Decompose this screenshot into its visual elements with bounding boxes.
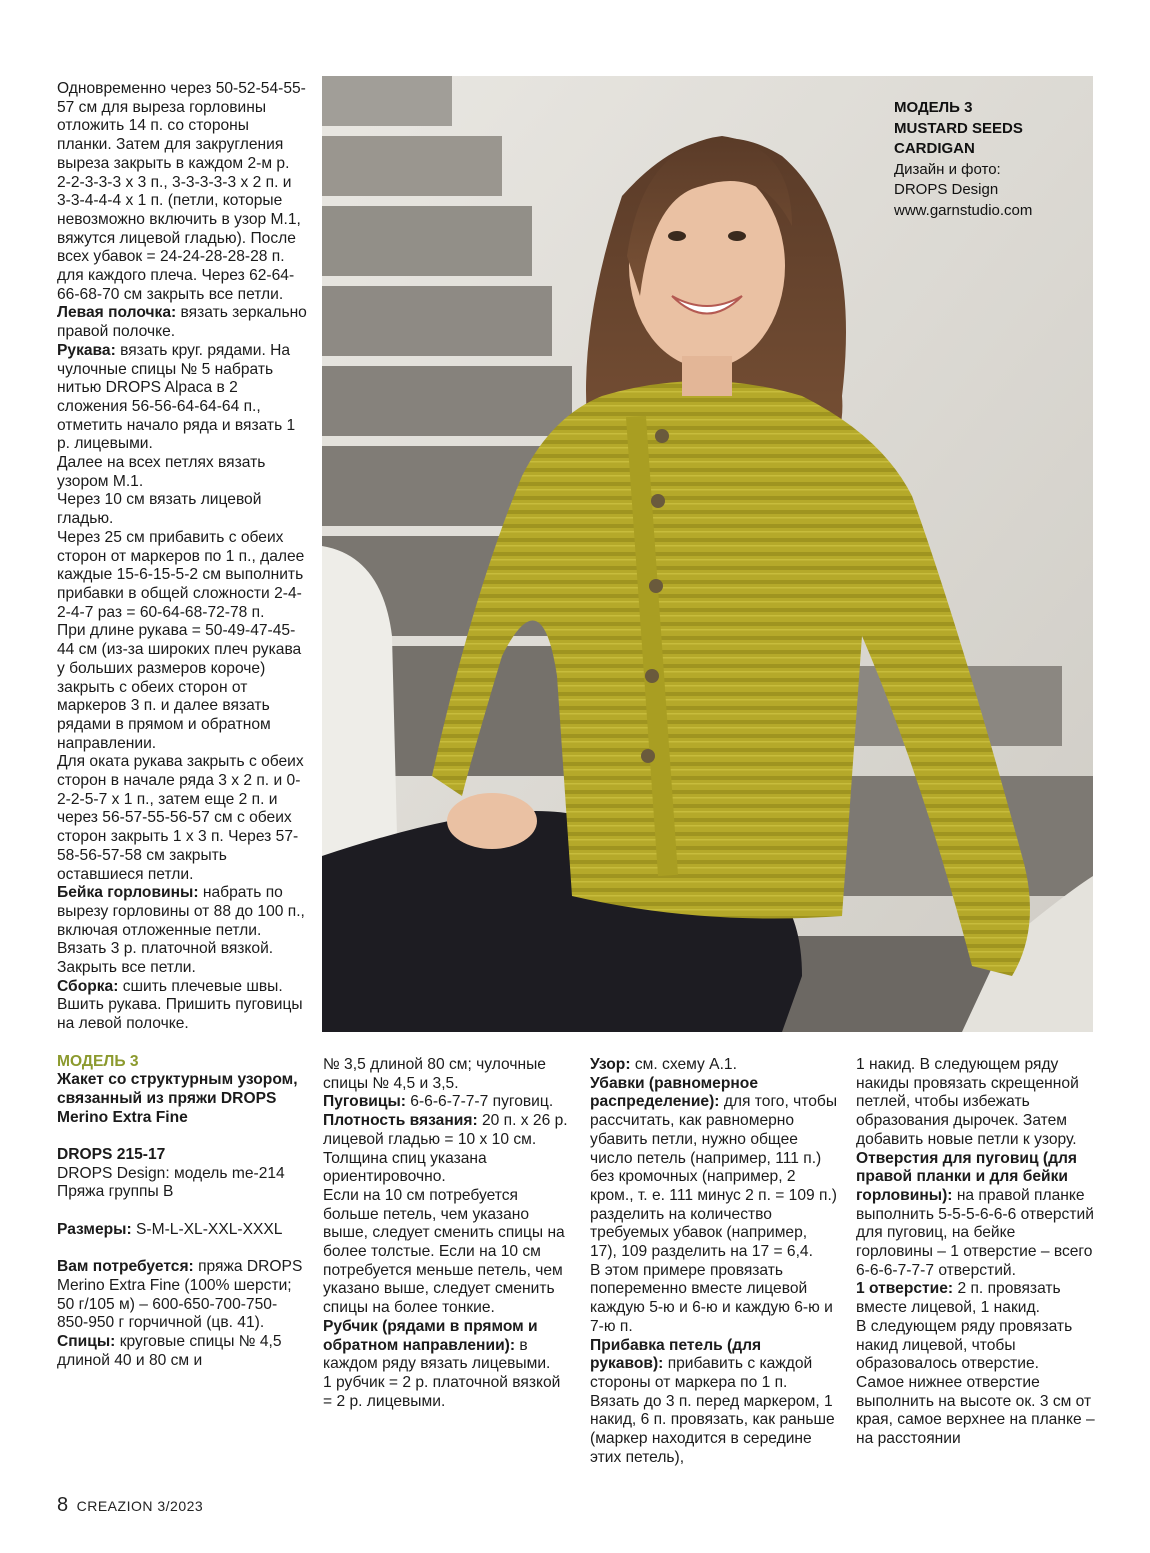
paragraph: Далее на всех петлях вязать узором М.1. xyxy=(57,454,266,490)
paragraph: Прибавка петель (для рукавов): прибавить с каждой стороны от маркера по 1 п. Вязать до 3 п. перед маркером, 1 накид, 6 п. провязать, как раньше (маркер находится в середине этих петель), xyxy=(590,1336,835,1466)
text-column-4 xyxy=(856,1056,1096,1449)
paragraph: Левая полочка: вязать зеркально правой полочке. xyxy=(57,304,307,341)
pattern-code: DROPS 215-17 xyxy=(57,1146,166,1164)
paragraph: Убавки (равномерное распределение): для того, чтобы рассчитать, как равномерно убавить петли, нужно общее число петель (например, 111 п.) без кромочных (например, 2 кром., т. е. 111 минус 2 п. = 109 п.) разделить на количество требуемых убавок (например, 17), 109 разделить на 17 = 6,4. xyxy=(590,1074,838,1261)
page-footer xyxy=(57,1494,203,1517)
paragraph: Рукава: вязать круг. рядами. На чулочные спицы № 5 набрать нитью DROPS Alpaca в 2 сложения 56-56-64-64-64 п., отметить начало ряда и вязать 1 р. лицевыми. xyxy=(57,341,296,453)
materials-line: Вам потребуется: пряжа DROPS Merino Extra Fine (100% шерсти; 50 г/105 м) – 600-650-700-750-850-950 г горчичной (цв. 41). xyxy=(57,1258,303,1332)
paragraph: В следующем ряду провязать накид лицевой, чтобы образовалось отверстие. xyxy=(856,1317,1073,1373)
paragraph: 1 рубчик = 2 р. платочной вязкой = 2 р. лицевыми. xyxy=(323,1373,561,1410)
paragraph: Для оката рукава закрыть с обеих сторон в начале ряда 3 х 2 п. и 0-2-2-5-7 х 1 п., затем еще 2 п. и через 56-57-55-56-57 см с обеих сторон закрыть 1 х 3 п. Через 57-58-56-57-58 см закрыть оставшиеся петли. xyxy=(57,753,304,883)
paragraph: 1 отверстие: 2 п. провязать вместе лицевой, 1 накид. xyxy=(856,1280,1061,1317)
paragraph: Отверстия для пуговиц (для правой планки и для бейки горловины): на правой планке выполнить 5-5-5-6-6-6 отверстий для пуговиц, на бейке горловины – 1 отверстие – всего 6-6-6-7-7-7 отверстий. xyxy=(856,1149,1094,1279)
model-heading: МОДЕЛЬ 3 xyxy=(57,1052,139,1070)
caption-line: CARDIGAN xyxy=(894,140,975,157)
paragraph: Через 25 см прибавить с обеих сторон от маркеров по 1 п., далее каждые 15-6-15-5-2 см выполнить прибавки в общей сложности 2-4-2-4-7 раз = 60-64-68-72-78 п. xyxy=(57,528,305,621)
magazine-name: CREAZION 3/2023 xyxy=(76,1498,204,1514)
paragraph: Через 10 см вязать лицевой гладью. xyxy=(57,491,262,528)
photo-caption xyxy=(894,98,1084,221)
yarn-group: Пряжа группы B xyxy=(57,1183,174,1201)
caption-line: МОДЕЛЬ 3 xyxy=(894,99,973,116)
caption-line: Дизайн и фото: xyxy=(894,160,1001,178)
paragraph: Самое нижнее отверстие выполнить на высоте ок. 3 см от края, самое верхнее на планке – на расстоянии xyxy=(856,1373,1095,1448)
paragraph: Узор: см. схему А.1. xyxy=(590,1056,737,1073)
paragraph: Сборка: сшить плечевые швы. Вшить рукава. Пришить пуговицы на левой полочке. xyxy=(57,977,303,1033)
caption-line: DROPS Design xyxy=(894,181,999,198)
page-number: 8 xyxy=(57,1494,69,1516)
paragraph: Бейка горловины: набрать по вырезу горловины от 88 до 100 п., включая отложенные петли. Вязать 3 р. платочной вязкой. Закрыть все петли. xyxy=(57,884,305,977)
paragraph: Одновременно через 50-52-54-55-57 см для выреза горловины отложить 14 п. со стороны планки. Затем для закругления выреза закрыть в каждом 2-м р. 2-2-3-3-3 х 3 п., 3-3-3-3-3 х 2 п. и 3-3-4-4-4 х 1 п. (петли, которые невозможно включить в узор М.1, вяжутся лицевой гладью). После всех убавок = 24-24-28-28-28 п. для каждого плеча. Через 62-64-66-68-70 см закрыть все петли. xyxy=(57,80,306,303)
model-title: Жакет со структурным узором, связанный из пряжи DROPS Merino Extra Fine xyxy=(57,1071,298,1126)
sizes-line: Размеры: S-M-L-XL-XXL-XXXL xyxy=(57,1220,283,1238)
text-column-2 xyxy=(323,1056,573,1411)
paragraph: Пуговицы: 6-6-6-7-7-7 пуговиц. xyxy=(323,1093,554,1111)
text-column-3 xyxy=(590,1056,838,1467)
design-line: DROPS Design: модель me-214 xyxy=(57,1164,285,1182)
paragraph: Рубчик (рядами в прямом и обратном направлении): в каждом ряду вязать лицевыми. xyxy=(323,1317,551,1373)
paragraph: В этом примере провязать попеременно вместе лицевой каждую 5-ю и 6-ю и каждую 6-ю и 7-ю п. xyxy=(590,1261,833,1335)
caption-line: MUSTARD SEEDS xyxy=(894,119,1023,137)
needles-line: Спицы: круговые спицы № 4,5 длиной 40 и 80 см и xyxy=(57,1333,282,1369)
paragraph: Плотность вязания: 20 п. х 26 р. лицевой гладью = 10 х 10 см. xyxy=(323,1112,568,1148)
paragraph: 1 накид. В следующем ряду накиды провязать скрещенной петлей, чтобы избежать образования дырочек. Затем добавить новые петли к узору. xyxy=(856,1056,1079,1148)
paragraph: Толщина спиц указана ориентировочно. xyxy=(323,1149,487,1186)
paragraph: Если на 10 см потребуется больше петель, чем указано выше, следует сменить спицы на более толстые. Если на 10 см потребуется меньше петель, чем указано выше, следует сменить спицы на более тонкие. xyxy=(323,1186,565,1317)
caption-line: www.garnstudio.com xyxy=(894,201,1033,219)
paragraph: При длине рукава = 50-49-47-45-44 см (из-за широких плеч рукава у больших размеров короче) закрыть с обеих сторон от маркеров 3 п. и далее вязать рядами в прямом и обратном направлении. xyxy=(57,622,302,752)
text-column-1 xyxy=(57,80,307,1370)
paragraph: № 3,5 длиной 80 см; чулочные спицы № 4,5 и 3,5. xyxy=(323,1056,546,1092)
